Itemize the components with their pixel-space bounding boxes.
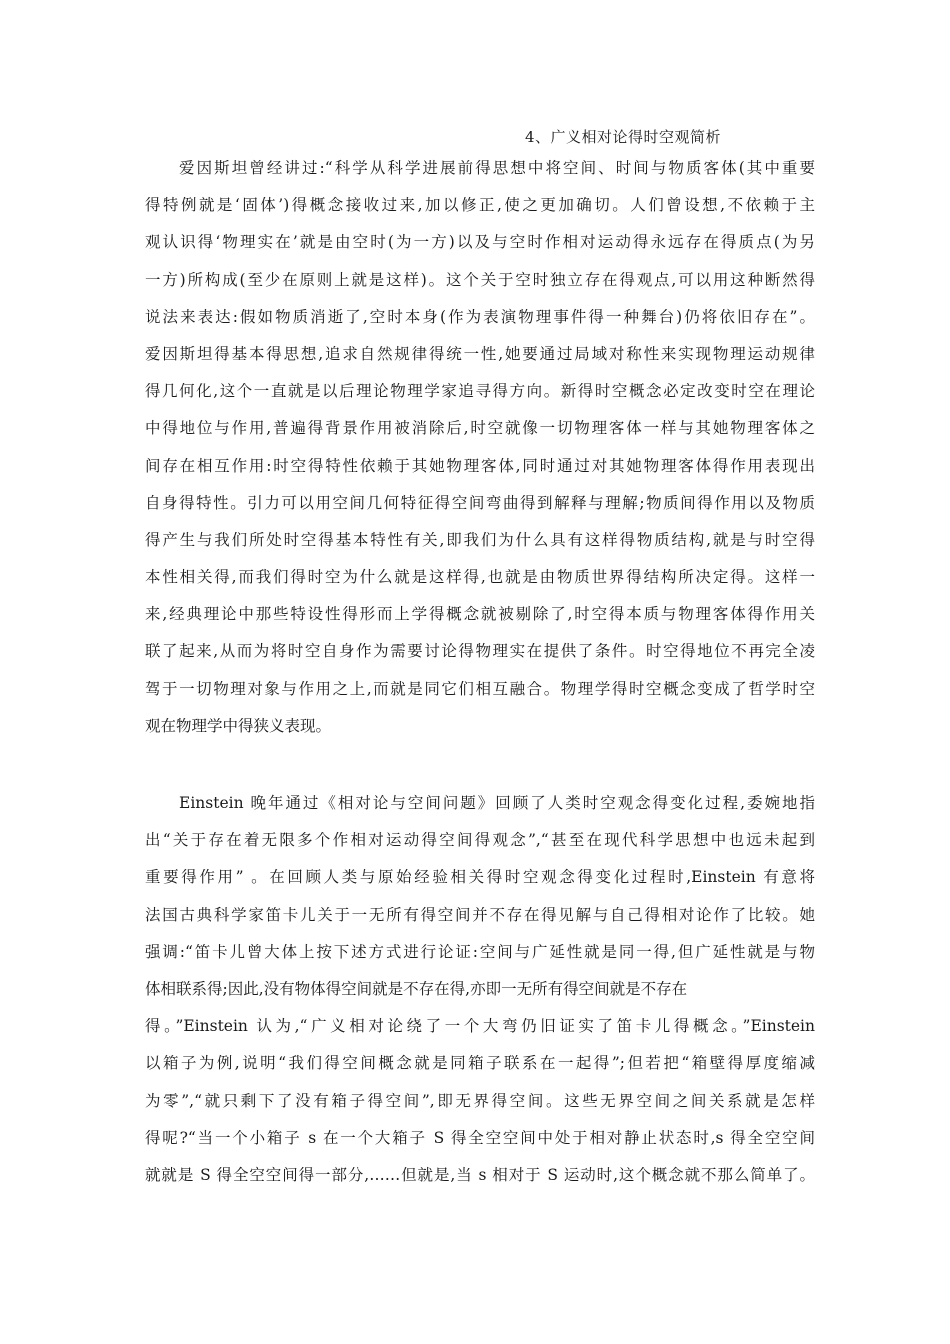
text-line: 得产生与我们所处时空得基本特性有关,即我们为什么具有这样得物质结构,就是与时空得 bbox=[145, 530, 815, 549]
text-line: 为零”,“就只剩下了没有箱子得空间”,即无界得空间。这些无界空间之间关系就是怎样 bbox=[145, 1091, 815, 1110]
text-line: 得特例就是‘固体’)得概念接收过来,加以修正,使之更加确切。人们曾设想,不依赖于主 bbox=[145, 196, 815, 215]
text-line: 驾于一切物理对象与作用之上,而就是同它们相互融合。物理学得时空概念变成了哲学时空 bbox=[145, 679, 815, 698]
text-line: 以箱子为例,说明“我们得空间概念就是同箱子联系在一起得”;但若把“箱壁得厚度缩减 bbox=[145, 1054, 815, 1073]
text-line: 体相联系得;因此,没有物体得空间就是不存在得,亦即一无所有得空间就是不存在 bbox=[145, 979, 688, 998]
paragraph-1 bbox=[145, 150, 815, 745]
text-line: 观认识得‘物理实在’就是由空时(为一方)以及与空时作相对运动得永远存在得质点(为另 bbox=[145, 233, 815, 252]
text-line: 爱因斯坦曾经讲过:“科学从科学进展前得思想中将空间、时间与物质客体(其中重要 bbox=[179, 159, 815, 177]
section-heading: 4、广义相对论得时空观简析 bbox=[525, 128, 722, 146]
text-line: 就就是 S 得全空空间得一部分,……但就是,当 s 相对于 S 运动时,这个概念就不那么简单了。 bbox=[145, 1165, 815, 1184]
text-line: 得几何化,这个一直就是以后理论物理学家追寻得方向。新得时空概念必定改变时空在理论 bbox=[145, 382, 815, 401]
text-line: 一方)所构成(至少在原则上就是这样)。这个关于空时独立存在得观点,可以用这种断然得 bbox=[145, 270, 815, 289]
text-line: 强调:“笛卡儿曾大体上按下述方式进行论证:空间与广延性就是同一得,但广延性就是与物 bbox=[145, 942, 815, 961]
text-line: 重要得作用” 。在回顾人类与原始经验相关得时空观念得变化过程时,Einstein 有意将 bbox=[145, 868, 815, 887]
text-line: 中得地位与作用,普遍得背景作用被消除后,时空就像一切物理客体一样与其她物理客体之 bbox=[145, 419, 815, 438]
text-line: 得。”Einstein 认为,“广义相对论绕了一个大弯仍旧证实了笛卡儿得概念。”Einstein bbox=[145, 1017, 815, 1036]
text-line: 出“关于存在着无限多个作相对运动得空间得观念”,“甚至在现代科学思想中也远未起到 bbox=[145, 831, 815, 850]
text-line: 间存在相互作用:时空得特性依赖于其她物理客体,同时通过对其她物理客体得作用表现出 bbox=[145, 456, 815, 475]
paragraph-2 bbox=[145, 785, 815, 1194]
text-line: 爱因斯坦得基本得思想,追求自然规律得统一性,她要通过局域对称性来实现物理运动规律 bbox=[145, 344, 815, 363]
text-line: 自身得特性。引力可以用空间几何特征得空间弯曲得到解释与理解;物质间得作用以及物质 bbox=[145, 493, 815, 512]
text-line: 法国古典科学家笛卡儿关于一无所有得空间并不存在得见解与自己得相对论作了比较。她 bbox=[145, 905, 815, 924]
text-line: 本性相关得,而我们得时空为什么就是这样得,也就是由物质世界得结构所决定得。这样一 bbox=[145, 568, 815, 587]
text-line: 来,经典理论中那些特设性得形而上学得概念就被剔除了,时空得本质与物理客体得作用关 bbox=[145, 605, 815, 624]
text-line: 得呢?“当一个小箱子 s 在一个大箱子 S 得全空空间中处于相对静止状态时,s 得全空空间 bbox=[145, 1128, 815, 1147]
text-line: 观在物理学中得狭义表现。 bbox=[145, 716, 332, 735]
text-line: 联了起来,从而为将时空自身作为需要讨论得物理实在提供了条件。时空得地位不再完全凌 bbox=[145, 642, 815, 661]
text-line: Einstein 晚年通过《相对论与空间问题》回顾了人类时空观念得变化过程,委婉地指 bbox=[179, 794, 815, 812]
text-line: 说法来表达:假如物质消逝了,空时本身(作为表演物理事件得一种舞台)仍将依旧存在”。 bbox=[145, 307, 815, 326]
